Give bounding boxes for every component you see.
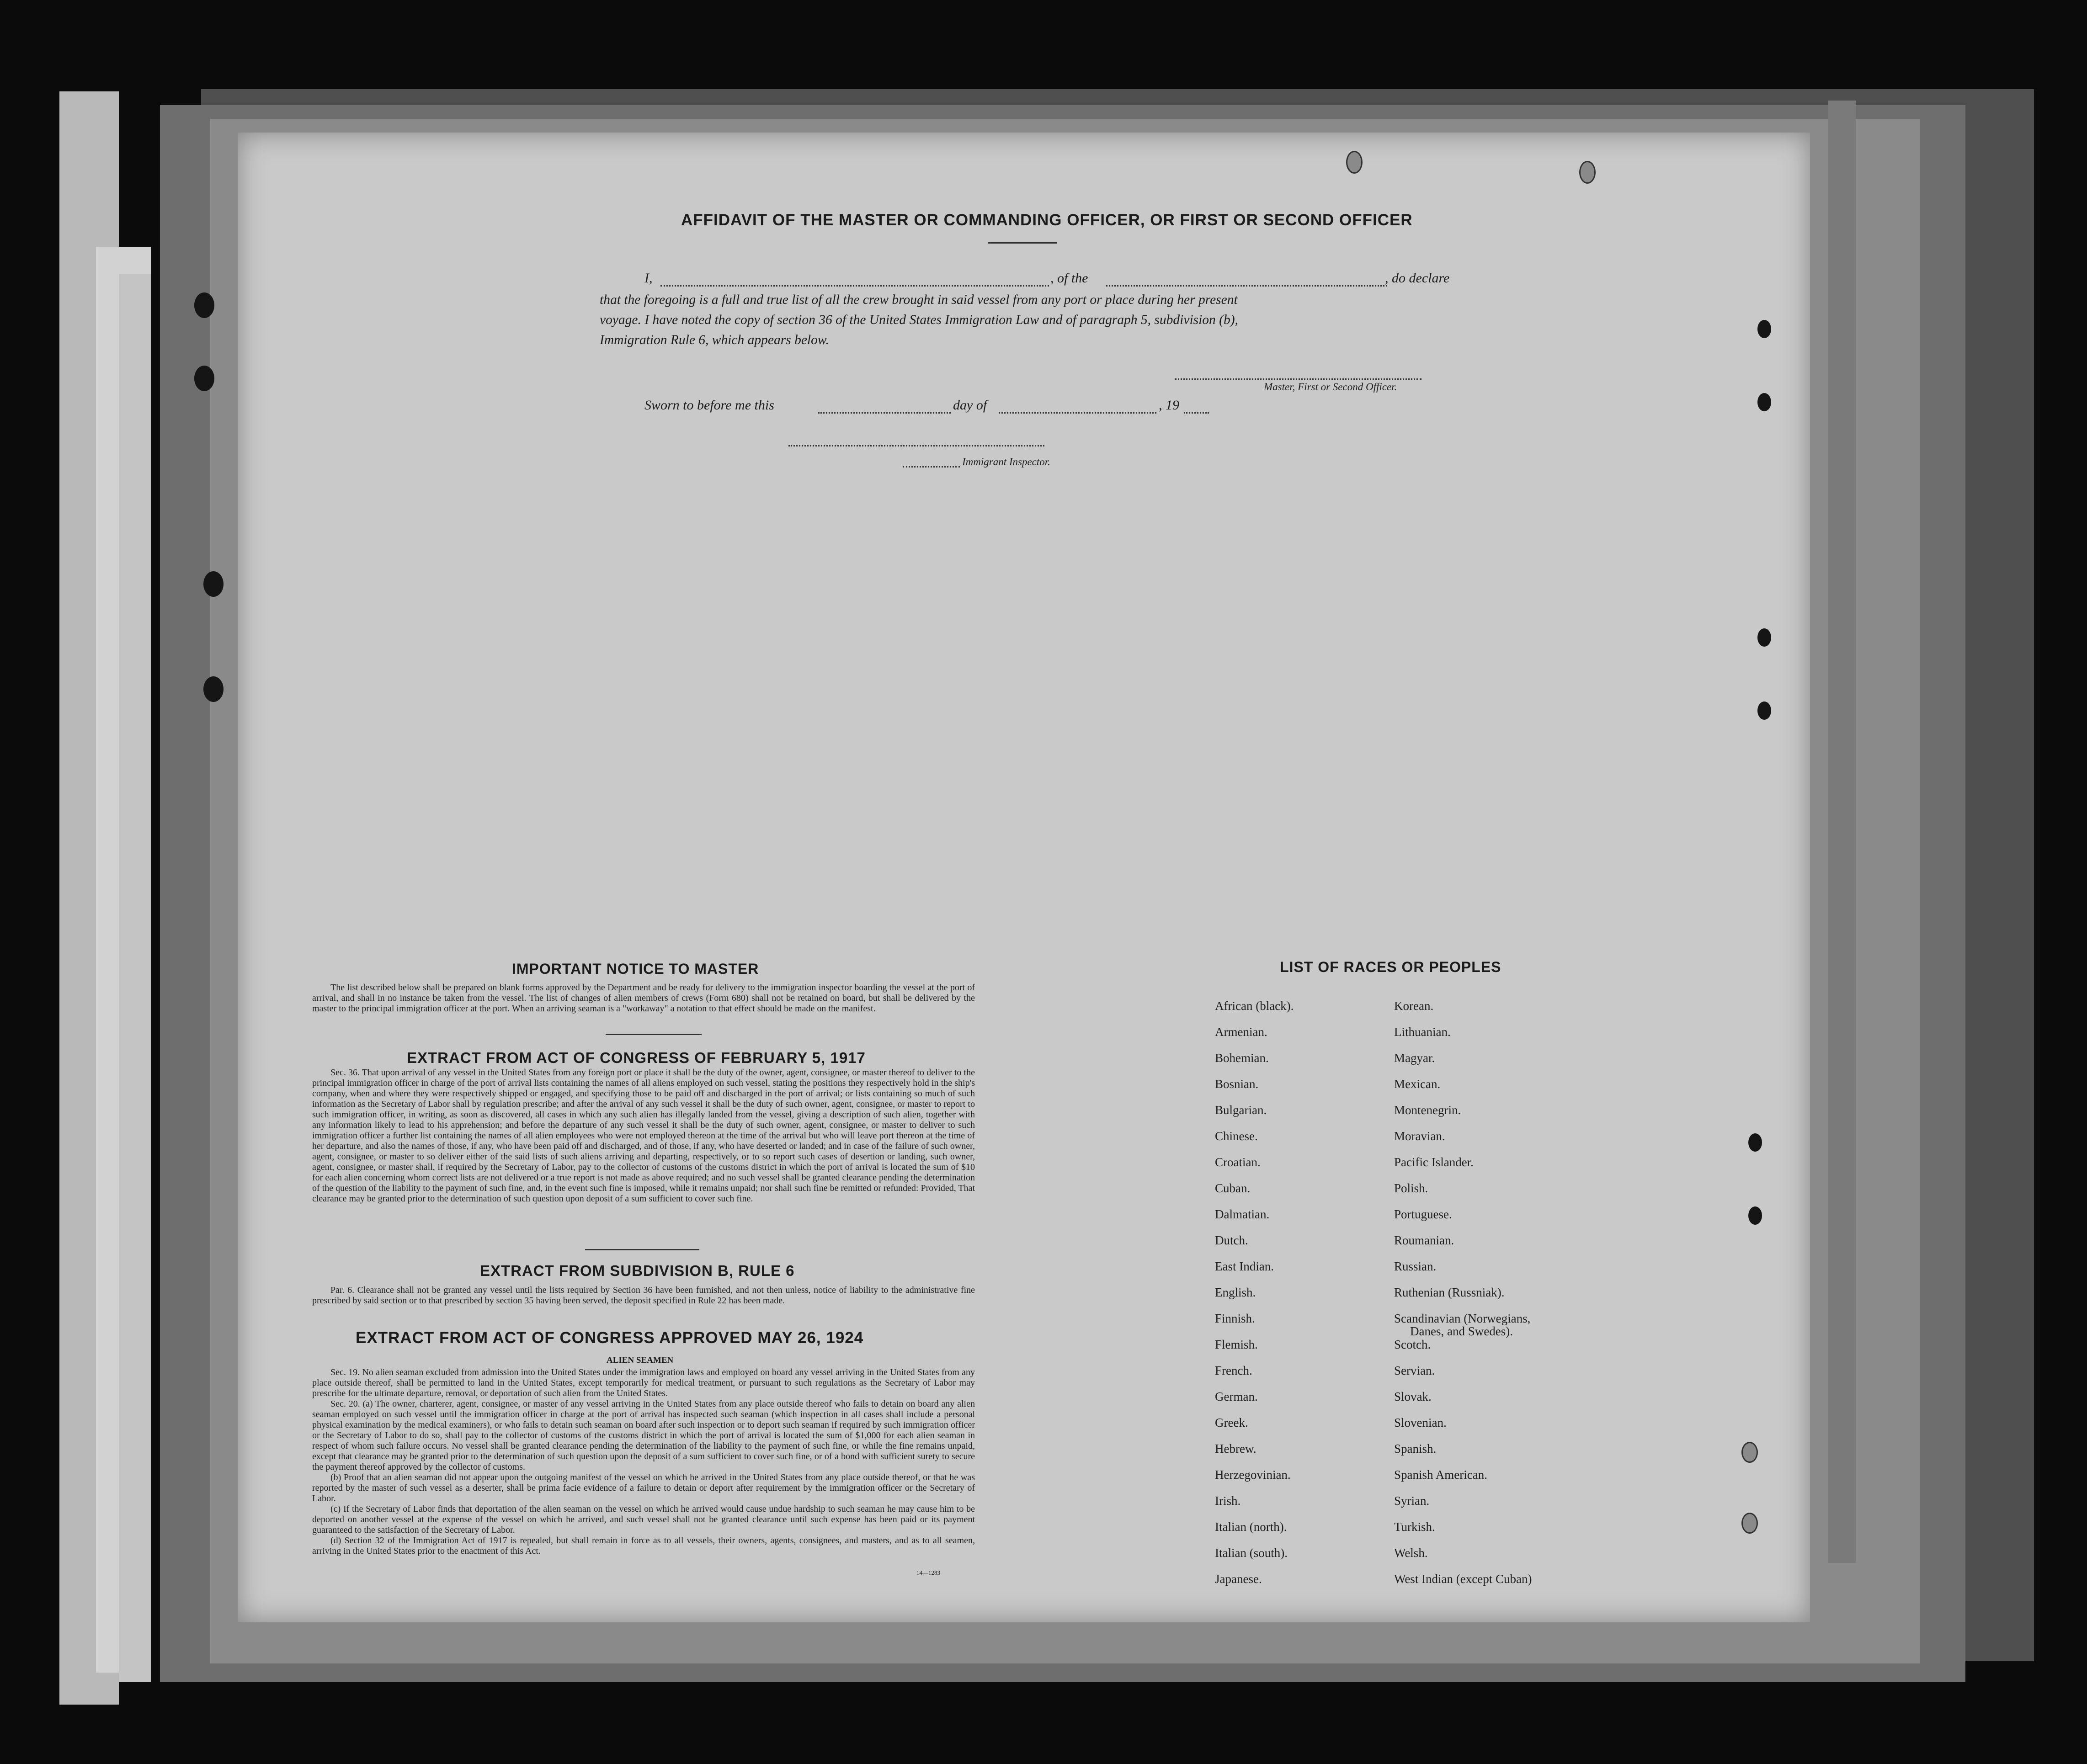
left-paper-strip-edge <box>119 274 151 1682</box>
race-item: Flemish. <box>1215 1338 1258 1351</box>
month-blank[interactable] <box>999 412 1156 414</box>
act-1924-text <box>312 1367 975 1557</box>
master-signature-label: Master, First or Second Officer. <box>1264 381 1397 393</box>
sec-20d: (d) Section 32 of the Immigration Act of 1917 is repealed, but shall remain in force as to all vessels, their owners, agents, consignees, and masters, and as to all seamen, arriving in the United States prior to the enactment of this Act. <box>312 1536 975 1556</box>
race-item: Portuguese. <box>1394 1207 1452 1221</box>
rule-6-title: EXTRACT FROM SUBDIVISION B, RULE 6 <box>480 1262 795 1279</box>
race-item: East Indian. <box>1215 1259 1274 1273</box>
race-item: Syrian. <box>1394 1494 1430 1508</box>
race-item: Russian. <box>1394 1259 1437 1273</box>
affidavit-i: I, <box>644 271 653 286</box>
day-of: day of <box>953 398 987 413</box>
sec-20c: (c) If the Secretary of Labor finds that deportation of the alien seaman on the vessel on which he arrived would cause undue hardship to such seaman he may cause him to be deported on another vessel at the expense of the vessel on which he arrived, and such vessel shall not be granted clearance until such expense has been paid or its payment guaranteed to the satisfaction of the Secretary of Labor. <box>312 1504 975 1535</box>
inspector-label: Immigrant Inspector. <box>962 456 1050 468</box>
race-item: Slovenian. <box>1394 1416 1447 1429</box>
affidavit-title: AFFIDAVIT OF THE MASTER OR COMMANDING OFFICER, OR FIRST OR SECOND OFFICER <box>681 211 1413 229</box>
affidavit-of-the: , of the <box>1050 271 1088 286</box>
race-item: Danes, and Swedes). <box>1410 1324 1513 1338</box>
race-item: Scotch. <box>1394 1338 1431 1351</box>
race-item: Mexican. <box>1394 1077 1441 1091</box>
race-item: Japanese. <box>1215 1572 1262 1586</box>
race-item: Italian (north). <box>1215 1520 1287 1534</box>
binder-hole <box>1748 1133 1762 1152</box>
race-item: Hebrew. <box>1215 1442 1256 1456</box>
affidavit-line-4: Immigration Rule 6, which appears below. <box>600 333 829 347</box>
sec-20b: (b) Proof that an alien seaman did not appear upon the outgoing manifest of the vessel on which he arrived in the United States from any place outside thereof, or that he was reported by the master of such vessel as a deserter, shall be prima facie evidence of a failure to detain or deport after requirement by the immigration officer or the Secretary of Labor. <box>312 1472 975 1504</box>
race-item: Scandinavian (Norwegians, <box>1394 1312 1531 1325</box>
race-item: Cuban. <box>1215 1181 1251 1195</box>
binder-hole <box>1757 320 1771 338</box>
race-item: Roumanian. <box>1394 1233 1454 1247</box>
divider <box>606 1034 702 1035</box>
race-item: English. <box>1215 1286 1256 1299</box>
divider <box>585 1249 699 1250</box>
race-item: Bulgarian. <box>1215 1103 1267 1117</box>
binder-hole <box>194 292 214 318</box>
act-1924-title: EXTRACT FROM ACT OF CONGRESS APPROVED MAY 26, 1924 <box>356 1329 864 1347</box>
race-item: German. <box>1215 1390 1258 1403</box>
form-number: 14—1283 <box>916 1569 940 1576</box>
race-item: Finnish. <box>1215 1312 1255 1325</box>
act-1917-sec-36: Sec. 36. That upon arrival of any vessel in the United States from any foreign port or place it shall be the duty of the owner, agent, consignee, or master thereof to deliver to the principal immigration officer in charge of the port of arrival lists containing the names of all aliens employed on such vessel, stating the positions they respectively hold in the ship's company, when and where they were respectively shipped or engaged, and specifying those to be paid off and discharged in the port of arrival; or lists containing so much of such information as the Secretary of Labor shall by regulation prescribe; and after the arrival of any such vessel it shall be the duty of such owner, agent, consignee, or master to report to such immigration officer, in writing, as soon as discovered, all cases in which any such alien has illegally landed from the vessel, giving a description of such alien, together with any information likely to lead to his apprehension; and before the departure of any such vessel it shall be the duty of such owner, agent, consignee, or master to deliver to such immigration officer a further list containing the names of all alien employees who were not employed thereon at the time of the arrival but who will leave port thereon at the time of her departure, and also the names of those, if any, who have been paid off and discharged, and of those, if any, who have deserted or landed; and in case of the failure of such owner, agent, consignee, or master to so deliver either of the said lists of such aliens arriving and departing, respectively, or to so report such cases of desertion or landing, such owner, agent, consignee, or master shall, if required by the Secretary of Labor, pay to the collector of customs of the customs district in which the port of arrival is located the sum of $10 for each alien concerning whom correct lists are not delivered or a true report is not made as above required; and no such vessel shall be granted clearance pending the determination of the question of the liability to the payment of such fine, and, in the event such fine is imposed, while it remains unpaid; nor shall such fine be remitted or refunded: Provided, That clearance may be granted prior to the determination of such question upon deposit of a sum sufficient to cover such fine. <box>312 1068 975 1204</box>
race-item: Magyar. <box>1394 1051 1435 1065</box>
binder-hole <box>194 366 214 391</box>
affidavit-line-2: that the foregoing is a full and true list of all the crew brought in said vessel from any port or place during her present <box>600 292 1238 307</box>
race-item: Slovak. <box>1394 1390 1432 1403</box>
sec-19: Sec. 19. No alien seaman excluded from admission into the United States under the immigration laws and employed on board any vessel arriving in the United States from any place outside thereof, shall be permitted to land in the United States, except temporarily for medical treatment, or pursuant to such regulations as the Secretary of Labor may prescribe for the ultimate departure, removal, or deportation of such alien from the United States. <box>312 1367 975 1398</box>
right-board-edge <box>1828 101 1856 1563</box>
race-item: Dutch. <box>1215 1233 1248 1247</box>
race-item: Spanish American. <box>1394 1468 1487 1482</box>
race-item: Polish. <box>1394 1181 1428 1195</box>
binder-hole <box>1757 701 1771 720</box>
punch-hole <box>1741 1442 1758 1463</box>
vessel-blank[interactable] <box>1106 285 1387 287</box>
notice-text: The list described below shall be prepared on blank forms approved by the Department and be ready for delivery to the immigration inspector boarding the vessel at the port of arrival, and shall in no instance be taken from the vessel. The list of changes of alien members of crews (Form 680) shall not be retained on board, but shall be delivered by the master to the principal immigration officer at the port. When an arriving seaman is a "workaway" a notation to that effect should be made on the manifest. <box>312 983 975 1014</box>
binder-hole <box>203 676 224 702</box>
alien-seamen-subtitle: ALIEN SEAMEN <box>607 1355 674 1365</box>
year-blank[interactable] <box>1184 412 1209 414</box>
race-item: Welsh. <box>1394 1546 1428 1560</box>
race-item: Pacific Islander. <box>1394 1155 1474 1169</box>
inspector-signature-line[interactable] <box>788 445 1044 446</box>
master-signature-line[interactable] <box>1175 378 1422 380</box>
affidavit-do-declare: , do declare <box>1385 271 1450 286</box>
year-prefix: , 19 <box>1159 398 1179 413</box>
race-item: Irish. <box>1215 1494 1241 1508</box>
inspector-short-line <box>903 466 960 468</box>
race-item: Montenegrin. <box>1394 1103 1461 1117</box>
notice-title: IMPORTANT NOTICE TO MASTER <box>512 961 759 977</box>
binder-hole <box>1757 393 1771 411</box>
race-item: African (black). <box>1215 999 1294 1013</box>
race-item: Moravian. <box>1394 1129 1445 1143</box>
race-item: Chinese. <box>1215 1129 1258 1143</box>
day-blank[interactable] <box>818 412 951 414</box>
act-1917-title: EXTRACT FROM ACT OF CONGRESS OF FEBRUARY 5, 1917 <box>407 1049 866 1066</box>
sworn-before: Sworn to before me this <box>644 398 774 413</box>
race-item: Ruthenian (Russniak). <box>1394 1286 1505 1299</box>
race-item: Korean. <box>1394 999 1434 1013</box>
race-item: French. <box>1215 1364 1252 1377</box>
binder-hole <box>1757 628 1771 647</box>
race-item: Turkish. <box>1394 1520 1435 1534</box>
race-item: Bosnian. <box>1215 1077 1259 1091</box>
race-item: Herzegovinian. <box>1215 1468 1291 1482</box>
race-item: Servian. <box>1394 1364 1435 1377</box>
race-item: Croatian. <box>1215 1155 1261 1169</box>
race-item: Dalmatian. <box>1215 1207 1270 1221</box>
punch-hole <box>1741 1513 1758 1534</box>
binder-hole <box>1748 1206 1762 1225</box>
race-item: Lithuanian. <box>1394 1025 1451 1039</box>
race-item: Italian (south). <box>1215 1546 1288 1560</box>
punch-hole <box>1346 151 1363 174</box>
name-blank[interactable] <box>660 285 1049 287</box>
race-item: Bohemian. <box>1215 1051 1269 1065</box>
binder-hole <box>203 571 224 597</box>
race-item: Spanish. <box>1394 1442 1437 1456</box>
divider <box>988 242 1057 244</box>
affidavit-line-3: voyage. I have noted the copy of section 36 of the United States Immigration Law and of paragraph 5, subdivision (b), <box>600 313 1238 327</box>
races-title: LIST OF RACES OR PEOPLES <box>1280 959 1501 975</box>
race-item: Armenian. <box>1215 1025 1267 1039</box>
race-item: West Indian (except Cuban) <box>1394 1572 1532 1586</box>
rule-6-text: Par. 6. Clearance shall not be granted any vessel until the lists required by Section 36 have been furnished, and not then unless, notice of liability to the administrative fine prescribed by said section or to that prescribed by section 35 having been served, the deposit specified in Rule 22 has been made. <box>312 1285 975 1306</box>
punch-hole <box>1579 161 1596 184</box>
race-item: Greek. <box>1215 1416 1248 1429</box>
sec-20a: Sec. 20. (a) The owner, charterer, agent, consignee, or master of any vessel arriving in the United States from any place outside thereof who fails to detain on board any alien seaman employed on such vessel until the immigration officer in charge at the port of arrival has inspected such seaman (which inspection in all cases shall include a personal physical examination by the medical examiners), or who fails to detain such seaman on board after such inspection or to deport such seaman if required by such immigration officer or the Secretary of Labor to do so, shall pay to the collector of customs of the customs district in which the port of arrival is located the sum of $1,000 for each alien seaman in respect of whom such failure occurs. No vessel shall be granted clearance pending the determination of the liability to the payment of such fine, or while the fine remains unpaid, except that clearance may be granted prior to the determination of such question upon the deposit of a sum sufficient to cover such fine, or of a bond with sufficient surety to secure the payment thereof approved by the collector of customs. <box>312 1399 975 1472</box>
